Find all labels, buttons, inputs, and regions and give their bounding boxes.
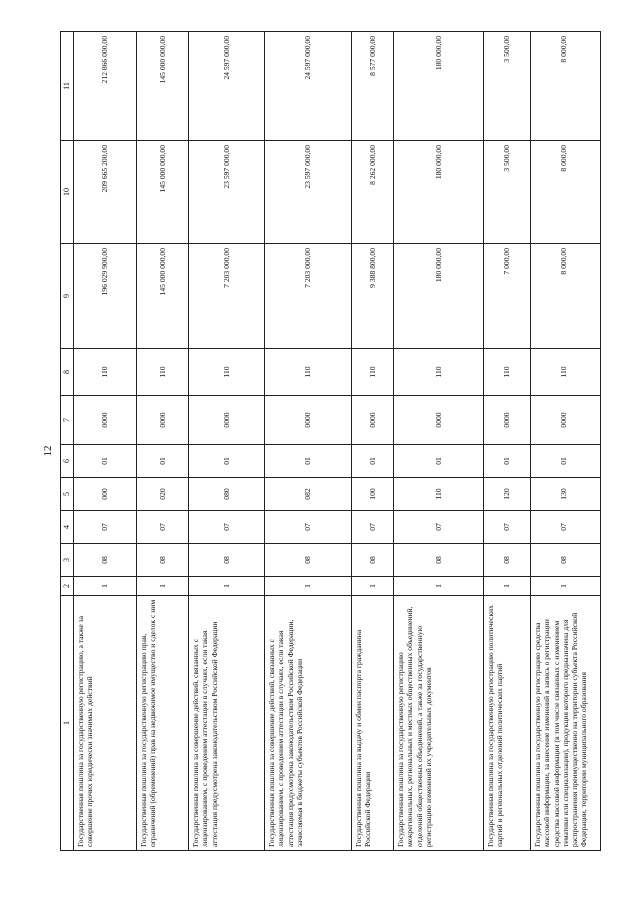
cell-c7: 0000 <box>394 396 484 445</box>
cell-c10: 145 000 000,00 <box>137 141 189 244</box>
column-header: 7 <box>61 396 74 445</box>
cell-c10: 8 000,00 <box>531 141 601 244</box>
cell-c3: 08 <box>137 544 189 577</box>
cell-c2: 1 <box>137 577 189 596</box>
revenue-table <box>60 31 601 851</box>
table-row <box>189 32 265 851</box>
cell-c4: 07 <box>137 511 189 544</box>
cell-c11: 145 000 000,00 <box>137 32 189 141</box>
cell-c9: 7 203 000,00 <box>265 244 352 349</box>
row-name: Государственная пошлина за государственную регистрацию средства массовой информации, за внесение изменений в запись о регистрации средства массовой информации (в том числе связанных с изменением тематики или специализации), продукция которого предназначена для распространения преимущественно на территории субъекта Российской Федерации, территории муниципального образования <box>531 596 601 851</box>
cell-c7: 0000 <box>352 396 394 445</box>
cell-c5: 082 <box>265 478 352 511</box>
column-header: 4 <box>61 511 74 544</box>
cell-c5: 080 <box>189 478 265 511</box>
cell-c7: 0000 <box>265 396 352 445</box>
cell-c11: 8 000,00 <box>531 32 601 141</box>
cell-c8: 110 <box>531 349 601 396</box>
column-header: 11 <box>61 32 74 141</box>
cell-c7: 0000 <box>189 396 265 445</box>
column-header: 2 <box>61 577 74 596</box>
table-row <box>352 32 394 851</box>
table-row <box>74 32 137 851</box>
cell-c6: 01 <box>531 445 601 478</box>
cell-c10: 23 597 000,00 <box>265 141 352 244</box>
cell-c11: 8 577 000,00 <box>352 32 394 141</box>
cell-c2: 1 <box>189 577 265 596</box>
cell-c9: 8 000,00 <box>531 244 601 349</box>
cell-c9: 196 029 900,00 <box>74 244 137 349</box>
cell-c3: 08 <box>74 544 137 577</box>
cell-c6: 01 <box>189 445 265 478</box>
column-header: 1 <box>61 596 74 851</box>
cell-c5: 100 <box>352 478 394 511</box>
cell-c9: 7 000,00 <box>484 244 531 349</box>
cell-c4: 07 <box>531 511 601 544</box>
cell-c4: 07 <box>352 511 394 544</box>
cell-c6: 01 <box>265 445 352 478</box>
cell-c6: 01 <box>74 445 137 478</box>
cell-c8: 110 <box>265 349 352 396</box>
column-header: 6 <box>61 445 74 478</box>
cell-c8: 110 <box>394 349 484 396</box>
cell-c8: 110 <box>484 349 531 396</box>
header-row <box>61 32 74 851</box>
cell-c8: 110 <box>189 349 265 396</box>
cell-c4: 07 <box>74 511 137 544</box>
row-name: Государственная пошлина за государственную регистрацию межрегиональных, региональных и местных общественных объединений, отделений общественных объединений, а также за государственную регистрацию изменений их учредительных документов <box>394 596 484 851</box>
cell-c10: 3 500,00 <box>484 141 531 244</box>
cell-c11: 3 500,00 <box>484 32 531 141</box>
cell-c4: 07 <box>189 511 265 544</box>
rotated-table-container <box>60 32 600 851</box>
cell-c4: 07 <box>484 511 531 544</box>
row-name: Государственная пошлина за государственную регистрацию прав, ограничений (обременений) прав на недвижимое имущество и сделок с ним <box>137 596 189 851</box>
cell-c7: 0000 <box>74 396 137 445</box>
cell-c9: 180 000,00 <box>394 244 484 349</box>
cell-c2: 1 <box>531 577 601 596</box>
cell-c9: 145 000 000,00 <box>137 244 189 349</box>
cell-c2: 1 <box>394 577 484 596</box>
cell-c11: 24 597 000,00 <box>265 32 352 141</box>
cell-c2: 1 <box>74 577 137 596</box>
cell-c6: 01 <box>484 445 531 478</box>
row-name: Государственная пошлина за выдачу и обмен паспорта гражданина Российской Федерации <box>352 596 394 851</box>
column-header: 10 <box>61 141 74 244</box>
cell-c5: 110 <box>394 478 484 511</box>
cell-c11: 212 866 000,00 <box>74 32 137 141</box>
table-row <box>265 32 352 851</box>
column-header: 9 <box>61 244 74 349</box>
cell-c2: 1 <box>484 577 531 596</box>
cell-c10: 8 262 000,00 <box>352 141 394 244</box>
cell-c7: 0000 <box>531 396 601 445</box>
cell-c4: 07 <box>265 511 352 544</box>
row-name: Государственная пошлина за государственную регистрацию политических партий и региональных отделений политических партий <box>484 596 531 851</box>
cell-c11: 24 597 000,00 <box>189 32 265 141</box>
cell-c8: 110 <box>74 349 137 396</box>
cell-c7: 0000 <box>484 396 531 445</box>
cell-c5: 120 <box>484 478 531 511</box>
cell-c6: 01 <box>394 445 484 478</box>
cell-c11: 180 000,00 <box>394 32 484 141</box>
table-row <box>484 32 531 851</box>
cell-c10: 23 597 000,00 <box>189 141 265 244</box>
cell-c10: 209 665 200,00 <box>74 141 137 244</box>
cell-c9: 9 388 800,00 <box>352 244 394 349</box>
cell-c8: 110 <box>352 349 394 396</box>
column-header: 5 <box>61 478 74 511</box>
column-header: 3 <box>61 544 74 577</box>
cell-c5: 130 <box>531 478 601 511</box>
cell-c7: 0000 <box>137 396 189 445</box>
cell-c5: 000 <box>74 478 137 511</box>
row-name: Государственная пошлина за совершение действий, связанных с лицензированием, с проведением аттестации в случаях, если такая аттестация предусмотрена законодательством Российской Федерации, зачисляемая в бюджеты субъектов Российской Федерации <box>265 596 352 851</box>
cell-c3: 08 <box>394 544 484 577</box>
row-name: Государственная пошлина за государственную регистрацию, а также за совершение прочих юридически значимых действий <box>74 596 137 851</box>
page-number: 12 <box>42 445 54 457</box>
cell-c10: 180 000,00 <box>394 141 484 244</box>
cell-c3: 08 <box>484 544 531 577</box>
cell-c6: 01 <box>352 445 394 478</box>
table-row <box>394 32 484 851</box>
cell-c5: 020 <box>137 478 189 511</box>
row-name: Государственная пошлина за совершение действий, связанных с лицензированием, с проведением аттестации в случаях, если такая аттестация предусмотрена законодательством Российской Федерации <box>189 596 265 851</box>
cell-c9: 7 203 000,00 <box>189 244 265 349</box>
cell-c3: 08 <box>265 544 352 577</box>
cell-c2: 1 <box>352 577 394 596</box>
column-header: 8 <box>61 349 74 396</box>
cell-c2: 1 <box>265 577 352 596</box>
cell-c3: 08 <box>531 544 601 577</box>
cell-c3: 08 <box>189 544 265 577</box>
table-row <box>137 32 189 851</box>
cell-c6: 01 <box>137 445 189 478</box>
table-row <box>531 32 601 851</box>
cell-c8: 110 <box>137 349 189 396</box>
cell-c3: 08 <box>352 544 394 577</box>
cell-c4: 07 <box>394 511 484 544</box>
